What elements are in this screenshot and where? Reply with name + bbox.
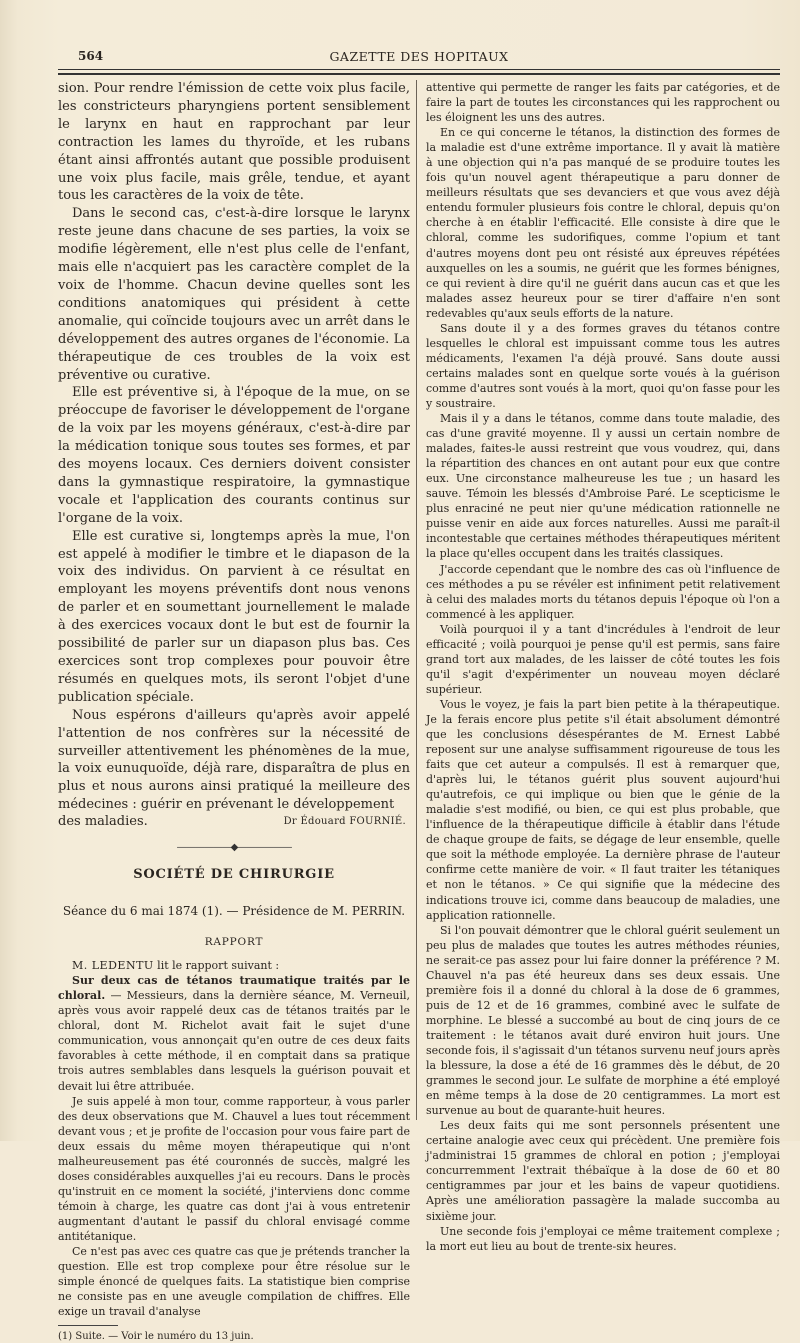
signature-row — [58, 814, 410, 832]
paragraph: Dans le second cas, c'est-à-dire lorsque le larynx reste jeune dans chacune de ses parties, la voix se modifie légèrement, elle n'est plus celle de l'enfant, mais elle n'acquiert pas les caractère complet de la voix de l'homme. Chacun devine quelles sont les conditions anatomiques qui président à cette anomalie, qui coïncide toujours avec un arrêt dans le développement des autres organes de l'économie. La thérapeutique de ces troubles de la voix est préventive ou curative. — [58, 206, 410, 383]
report-intro-text: lit le rapport suivant : — [153, 959, 280, 973]
column-divider — [416, 80, 417, 1120]
report-title: Sur deux cas de tétanos traumatique traités par le chloral. — [58, 974, 410, 1003]
report-body — [58, 958, 410, 1343]
separator-ornament: ——————◆—————— — [176, 842, 292, 854]
paragraph: Mais il y a dans le tétanos, comme dans toute maladie, des cas d'une gravité moyenne. Il y aussi un certain nombre de malades, faites-le aussi restreint que vous voudrez, qui, dans la répartition des chances en ont autant pour eux que contre eux. Une circonstance malheureuse les tue ; un hasard les sauve. Témoin les blessés d'Ambroise Paré. Le scepticisme le plus enraciné ne peut nier qu'une médication rationnelle ne puisse venir en aide aux forces naturelles. Aussi me paraît-il incontestable que certaines méthodes thérapeutiques méritent la place qu'elles occupent dans les traités classiques. — [426, 412, 780, 561]
header-rule-thick — [58, 73, 780, 75]
report-intro — [58, 958, 410, 973]
header-rule — [58, 69, 780, 70]
report-paragraph-text: — Messieurs, dans la dernière séance, M. Verneuil, après vous avoir rappelé deux cas de tétanos traités par le chloral, dont M. Richelot avait fait le sujet d'une communication, vous annonçait qu'en outre de ces deux faits favorables à cette méthode, il en comptait dans sa pratique trois autres semblables dans lesquels la guérison pouvait et devait lui être attribuée. — [58, 989, 410, 1093]
paragraph: Sans doute il y a des formes graves du tétanos contre lesquelles le chloral est impuissant comme tous les autres médicaments, l'examen l'a déjà prouvé. Sans doute aussi certains malades sont en quelque sorte voués à la guérison comme d'autres sont voués à la mort, quoi qu'on fasse pour les y soustraire. — [426, 321, 780, 410]
paragraph: Une seconde fois j'employai ce même traitement complexe ; la mort eut lieu au bout de trente-six heures. — [426, 1224, 780, 1253]
paragraph: Elle est préventive si, à l'époque de la mue, on se préoccupe de favoriser le développement de l'organe de la voix par les moyens généraux, c'est-à-dire par la médication tonique sous toutes ses formes, et par des moyens locaux. Ces derniers doivent consister dans la gymnastique respiratoire, la gymnastique vocale et l'application des courants continus sur l'organe de la voix. — [58, 385, 410, 526]
right-column — [426, 80, 780, 1254]
report-paragraph: Je suis appelé à mon tour, comme rapporteur, à vous parler des deux observations que M. Chauvel a lues tout récemment devant vous ; et je profite de l'occasion pour vous faire part de deux essais du même moyen thérapeutique qui n'ont malheureusement pas été couronnés de succès, malgré les doses considérables auxquelles j'ai eu recours. Dans le procès qu'instruit en ce moment la société, j'interviens donc comme témoin à charge, les quatre cas dont j'ai à vous entretenir augmentant d'autant le passif du chloral envisagé comme antitétanique. — [58, 1094, 410, 1243]
session-line: Séance du 6 mai 1874 (1). — Présidence de M. PERRIN. — [62, 904, 406, 919]
section-title: SOCIÉTÉ DE CHIRURGIE — [133, 867, 335, 883]
running-title: GAZETTE DES HOPITAUX — [329, 49, 509, 64]
author-signature: Dr Édouard FOURNIÉ. — [283, 816, 406, 828]
paragraph: J'accorde cependant que le nombre des cas où l'influence de ces méthodes a pu se révéler est infiniment petit relativement à celui des malades morts du tétanos depuis l'époque où l'on a commencé à les appliquer. — [426, 562, 780, 621]
page-header — [58, 47, 780, 69]
footnote: (1) Suite. — Voir le numéro du 13 juin. — [58, 1331, 254, 1343]
page-number: 564 — [78, 49, 104, 63]
paragraph-end: des maladies. — [58, 814, 148, 830]
left-column — [58, 80, 410, 1343]
paragraph: Elle est curative si, longtemps après la mue, l'on est appelé à modifier le timbre et le diapason de la voix des individus. On parvient à ce résultat en employant les moyens préventifs dont nous venons de parler et en soumettant journellement le malade à des exercices vocaux dont le but est de fournir la possibilité de parler sur un diapason plus bas. Ces exercices sont trop complexes pour pouvoir être résumés en quelques mots, ils seront l'objet d'une publication spéciale. — [58, 528, 410, 705]
paragraph: Si l'on pouvait démontrer que le chloral guérit seulement un peu plus de malades que toutes les autres méthodes réunies, ne serait-ce pas assez pour lui faire donner la préférence ? M. Chauvel n'a pas été heureux dans ses deux essais. Une première fois il a donné du chloral à la dose de 6 grammes, puis de 12 et de 16 grammes, combiné avec le sulfate de morphine. Le blessé a succombé au bout de cinq jours de ce traitement : le tétanos avait duré environ huit jours. Une seconde fois, il s'agissait d'un tétanos survenu neuf jours après la blessure, la dose a été de 16 grammes dès le début, de 20 grammes le second jour. Le sulfate de morphine a été employé en même temps à la dose de 20 centigrammes. La mort est survenue au bout de quarante-huit heures. — [426, 923, 780, 1118]
paragraph: Nous espérons d'ailleurs qu'après avoir appelé l'attention de nos confrères sur la nécessité de surveiller attentivement les phénomènes de la mue, la voix eunuquoïde, déjà rare, disparaîtra de plus en plus et nous aurons ainsi pratiqué la meilleure des médecines : guérir en prévenant le développement — [58, 707, 410, 813]
paragraph: sion. Pour rendre l'émission de cette voix plus facile, les constricteurs pharyngiens portent sensiblement le larynx en haut en rapprochant par leur contraction les lames du thyroïde, et les rubans étant ainsi affrontés autant que possible produisent une voix plus facile, mais grêle, tendue, et ayant tous les caractères de la voix de tête. — [58, 81, 410, 204]
report-paragraph — [58, 973, 410, 1093]
paragraph: Voilà pourquoi il y a tant d'incrédules à l'endroit de leur efficacité ; voilà pourquoi je pense qu'il est permis, sans faire grand tort aux malades, de les laisser de côté toutes les fois qu'il s'agit d'expérimenter un nouveau moyen déclaré supérieur. — [426, 622, 780, 696]
paragraph: Les deux faits qui me sont personnels présentent une certaine analogie avec ceux qui précèdent. Une première fois j'administrai 15 grammes de chloral en potion ; j'employai concurremment l'extrait thébaïque à la dose de 60 et 80 centigrammes par jour et les bains de vapeur quotidiens. Après une amélioration passagère la malade succomba au sixième jour. — [426, 1119, 780, 1223]
paragraph: En ce qui concerne le tétanos, la distinction des formes de la maladie est d'une extrême importance. Il y avait là matière à une objection qui n'a pas manqué de se produire toutes les fois qu'un nouvel agent thérapeutique a paru donner de meilleurs résultats que ses devanciers et que vous avez déjà entendu formuler plusieurs fois contre le chloral, depuis qu'on cherche à en établir l'efficacité. Elle consiste à dire que le chloral, comme les sudorifiques, comme l'opium et tant d'autres moyens dont peu ont résisté aux épreuves répétées auxquelles on les a soumis, ne guérit que les formes bénignes, ce qui revient à dire qu'il ne guérit dans aucun cas et que les malades assez heureux pour se tirer d'affaire n'en sont redevables qu'aux seuls efforts de la nature. — [426, 126, 780, 320]
paragraph: Vous le voyez, je fais la part bien petite à la thérapeutique. Je la ferais encore plus petite s'il était absolument démontré que les conclusions désespérantes de M. Ernest Labbé reposent sur une analyse suffisamment rigoureuse de tous les faits que cet auteur a compulsés. Il est à remarquer que, d'après lui, le tétanos guérit plus souvent aujourd'hui qu'autrefois, ce qui implique ou bien que le génie de la maladie s'est modifié, ou bien, ce qui est plus probable, que l'influence de la thérapeutique difficile à établir dans l'étude de chaque groupe de faits, se dégage de leur ensemble, quelle que soit la méthode employée. La dernière phrase de l'auteur confirme cette manière de voir. « Il faut traiter les tétaniques et non le tétanos. » Ce qui signifie que la médecine des indications trouve ici, comme dans beaucoup de maladies, une application rationnelle. — [426, 697, 780, 922]
footnote-rule — [58, 1325, 118, 1326]
speaker-name: M. LEDENTU — [72, 959, 154, 973]
paragraph: attentive qui permette de ranger les faits par catégories, et de faire la part de toutes les circonstances qui les rapprochent ou les éloignent les uns des autres. — [426, 81, 780, 125]
report-paragraph: Ce n'est pas avec ces quatre cas que je prétends trancher la question. Elle est trop complexe pour être résolue sur le simple énoncé de quelques faits. La statistique bien comprise ne consiste pas en une aveugle compilation de chiffres. Elle exige un travail d'analyse — [58, 1245, 410, 1319]
report-heading: RAPPORT — [204, 936, 264, 949]
